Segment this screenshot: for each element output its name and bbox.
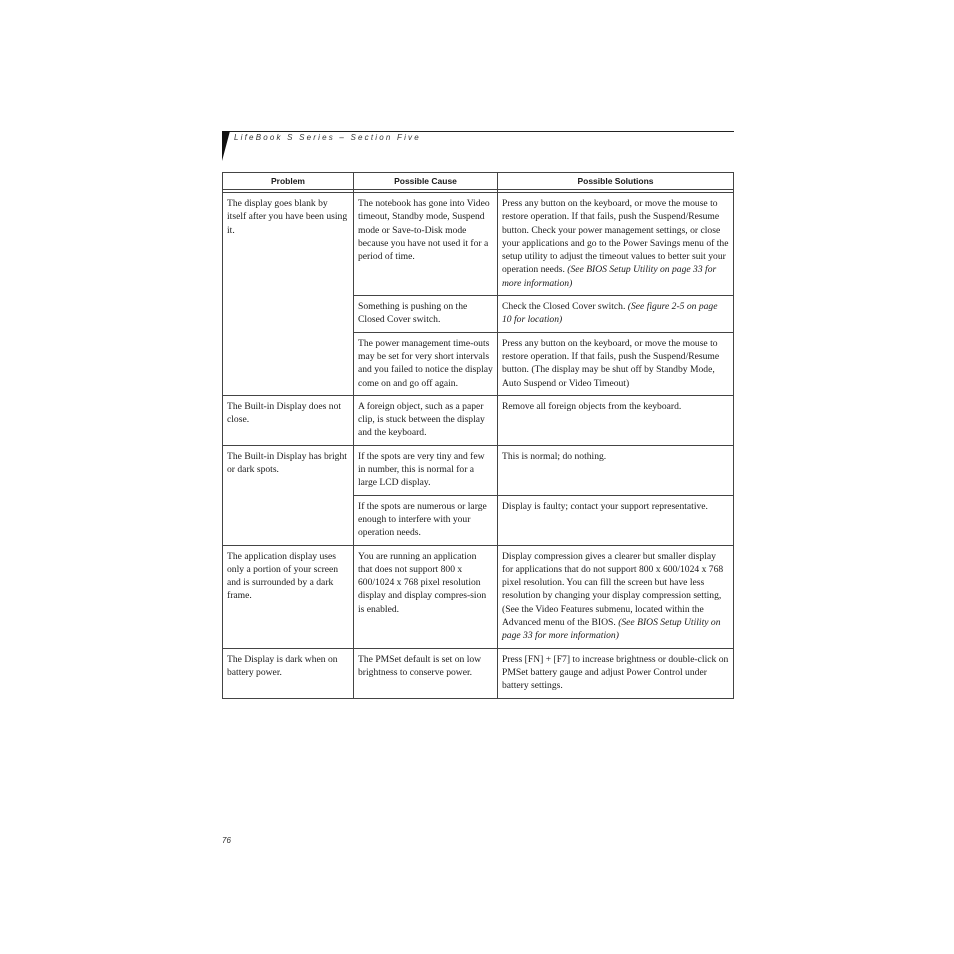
header-corner-mark — [222, 131, 230, 161]
solution-cell — [498, 193, 734, 296]
solution-reference: (See figure 2-5 on page 10 for location) — [502, 301, 718, 326]
solution-cell — [498, 545, 734, 648]
table-row — [223, 545, 734, 648]
table-row — [223, 193, 734, 296]
cause-cell: Something is pushing on the Closed Cover switch. — [354, 296, 498, 333]
table-row — [223, 445, 734, 495]
cause-cell: A foreign object, such as a paper clip, is stuck between the display and the keyboard. — [354, 395, 498, 445]
problem-cell: The application display uses only a portion of your screen and is surrounded by a dark frame. — [223, 545, 354, 648]
cause-cell: The notebook has gone into Video timeout, Standby mode, Suspend mode or Save-to-Disk mode because you have not used it for a period of time. — [354, 193, 498, 296]
solution-reference: (See BIOS Setup Utility on page 33 for more information) — [502, 617, 721, 642]
table-row — [223, 648, 734, 698]
troubleshooting-table — [222, 172, 734, 699]
solution-text: Check the Closed Cover switch. — [502, 301, 626, 313]
cause-cell: The PMSet default is set on low brightness to conserve power. — [354, 648, 498, 698]
column-header-problem: Problem — [223, 173, 354, 190]
cause-cell: You are running an application that does not support 800 x 600/1024 x 768 pixel resolution display and display compres-sion is enabled. — [354, 545, 498, 648]
column-header-cause: Possible Cause — [354, 173, 498, 190]
problem-cell: The Built-in Display does not close. — [223, 395, 354, 445]
column-header-solutions: Possible Solutions — [498, 173, 734, 190]
solution-reference: (See BIOS Setup Utility on page 33 for more information) — [502, 264, 717, 289]
header-rule — [222, 131, 734, 132]
solution-text: Press any button on the keyboard, or move the mouse to restore operation. If that fails, push the Suspend/Resume button. Check your power management settings, or close your applications and go to the Power Savings menu of the setup utility to adjust the timeout values to better suit your operation needs. — [502, 198, 729, 276]
solution-cell: Remove all foreign objects from the keyboard. — [498, 395, 734, 445]
solution-text: Display compression gives a clearer but smaller display for applications that do not support 800 x 600/1024 x 768 pixel resolution. You can fill the screen but have less resolution by changing your display compression setting, (See the Video Features submenu, located within the Advanced menu of the BIOS. — [502, 550, 724, 629]
cause-cell: If the spots are very tiny and few in number, this is normal for a large LCD display. — [354, 445, 498, 495]
cause-cell: If the spots are numerous or large enough to interfere with your operation needs. — [354, 495, 498, 545]
solution-cell: This is normal; do nothing. — [498, 445, 734, 495]
problem-cell: The Built-in Display has bright or dark spots. — [223, 445, 354, 545]
page-number: 76 — [222, 836, 231, 845]
solution-cell: Press any button on the keyboard, or move the mouse to restore operation. If that fails, push the Suspend/Resume button. (The display may be shut off by Standby Mode, Auto Suspend or Video Timeout) — [498, 332, 734, 395]
table-row — [223, 395, 734, 445]
problem-cell: The display goes blank by itself after you have been using it. — [223, 193, 354, 396]
problem-cell: The Display is dark when on battery power. — [223, 648, 354, 698]
solution-cell — [498, 296, 734, 333]
solution-cell: Press [FN] + [F7] to increase brightness or double-click on PMSet battery gauge and adjust Power Control under battery settings. — [498, 648, 734, 698]
running-header: LifeBook S Series – Section Five — [234, 133, 421, 142]
solution-cell: Display is faulty; contact your support representative. — [498, 495, 734, 545]
cause-cell: The power management time-outs may be set for very short intervals and you failed to notice the display come on and go off again. — [354, 332, 498, 395]
table-header-row — [223, 173, 734, 190]
